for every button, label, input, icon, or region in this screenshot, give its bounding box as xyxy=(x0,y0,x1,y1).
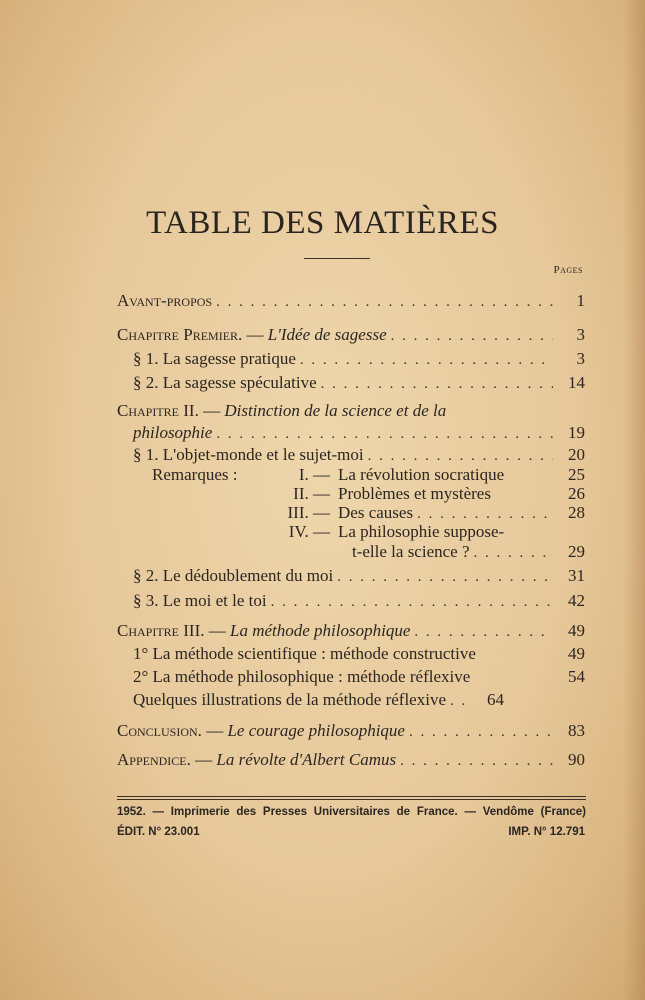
remarque-text-3: Des causes xyxy=(338,503,414,522)
entry-subtitle: Distinction de la science et de la xyxy=(224,401,447,420)
remarque-text-4: La philosophie suppose- xyxy=(338,522,505,541)
footer-edit-number: ÉDIT. N° 23.001 xyxy=(117,826,200,838)
toc-entry-appendice[interactable] xyxy=(117,749,585,771)
entry-page: 49 xyxy=(568,621,585,640)
entry-label: Chapitre III. xyxy=(117,621,205,640)
footer-rule-bottom xyxy=(117,799,586,800)
entry-subtitle: La méthode philosophique xyxy=(230,621,411,640)
entry-page: 1 xyxy=(576,291,585,310)
remarque-text-4-cont: t-elle la science ? xyxy=(352,542,470,561)
entry-subtitle: L'Idée de sagesse xyxy=(267,325,387,344)
entry-label: Appendice. xyxy=(117,750,191,769)
remarque-page-3: 28 xyxy=(568,503,585,522)
dot-leader xyxy=(216,291,553,313)
footer-rule-top xyxy=(117,796,586,797)
toc-entry-ch3-3[interactable] xyxy=(133,689,585,711)
toc-entry-ch1-s1[interactable] xyxy=(133,348,585,370)
entry-dash: — xyxy=(201,721,228,740)
remarque-4-cont[interactable] xyxy=(352,541,585,563)
entry-dash: — xyxy=(242,325,268,344)
remarque-text-1: La révolution socratique xyxy=(338,465,505,484)
toc-entry-ch2-s3[interactable] xyxy=(133,590,585,612)
page-edge-shadow xyxy=(623,0,645,1000)
page-title: TABLE DES MATIÈRES xyxy=(146,205,499,241)
dot-leader xyxy=(321,373,553,395)
entry-subtitle: Le courage philosophique xyxy=(227,721,405,740)
entry-page: 20 xyxy=(568,445,585,464)
entry-page: 83 xyxy=(568,721,585,740)
entry-page: 54 xyxy=(568,667,585,686)
toc-entry-ch2-s2[interactable] xyxy=(133,565,585,587)
toc-entry-ch2-s1[interactable] xyxy=(133,444,585,466)
remarque-num-1: I. — xyxy=(298,465,330,484)
entry-label: Avant-propos xyxy=(117,291,213,310)
entry-dash: — xyxy=(204,621,230,640)
dot-leader xyxy=(409,721,553,743)
remarque-page-1: 25 xyxy=(568,465,585,484)
toc-entry-chapitre-premier[interactable] xyxy=(117,324,585,346)
remarque-num-4: IV. — xyxy=(288,522,330,541)
toc-entry-conclusion[interactable] xyxy=(117,720,585,742)
remarque-page-4: 29 xyxy=(568,542,585,561)
entry-label: § 1. La sagesse pratique xyxy=(133,349,296,368)
entry-page: 90 xyxy=(568,750,585,769)
toc-entry-ch1-s2[interactable] xyxy=(133,372,585,394)
entry-subtitle-cont: philosophie xyxy=(133,423,213,442)
pages-column-label: Pages xyxy=(553,264,583,276)
toc-entry-chapitre-iii[interactable] xyxy=(117,620,585,642)
entry-page: 3 xyxy=(576,325,585,344)
entry-label: § 2. La sagesse spéculative xyxy=(133,373,317,392)
entry-page: 42 xyxy=(568,591,585,610)
toc-entry-chapitre-ii[interactable] xyxy=(133,422,585,444)
entry-label: § 3. Le moi et le toi xyxy=(133,591,267,610)
toc-entry-chapitre-ii-heading[interactable] xyxy=(117,400,446,422)
entry-label: Conclusion. xyxy=(117,721,202,740)
entry-dash: — xyxy=(190,750,217,769)
dot-leader xyxy=(337,566,553,588)
remarque-page-2: 26 xyxy=(568,484,585,503)
dot-leader xyxy=(391,325,553,347)
footer-imprint: 1952. — Imprimerie des Presses Universitaires de France. — Vendôme (France) xyxy=(117,806,586,818)
entry-label: Chapitre II. xyxy=(117,401,199,420)
entry-subtitle: La révolte d'Albert Camus xyxy=(216,750,397,769)
entry-label: Chapitre Premier. xyxy=(117,325,243,344)
dot-leader xyxy=(400,750,553,772)
dot-leader xyxy=(414,621,553,643)
entry-page: 14 xyxy=(568,373,585,392)
entry-label: 2° La méthode philosophique : méthode réflexive xyxy=(133,667,471,686)
remarque-text-2: Problèmes et mystères xyxy=(338,484,491,503)
dot-leader xyxy=(216,423,553,445)
entry-label: 1° La méthode scientifique : méthode constructive xyxy=(133,644,476,663)
title-rule xyxy=(304,258,370,259)
entry-page: 19 xyxy=(568,423,585,442)
footer-imp-number: IMP. N° 12.791 xyxy=(508,826,585,838)
entry-page: 31 xyxy=(568,566,585,585)
toc-entry-ch3-1[interactable] xyxy=(133,643,585,665)
entry-page: 3 xyxy=(576,349,585,368)
remarque-num-2: II. — xyxy=(293,484,330,503)
remarque-num-3: III. — xyxy=(287,503,330,522)
entry-page: 49 xyxy=(568,644,585,663)
entry-dash: — xyxy=(198,401,225,420)
entry-label: § 2. Le dédoublement du moi xyxy=(133,566,334,585)
entry-page: 64 xyxy=(487,690,504,709)
dot-leader xyxy=(474,542,553,564)
remarques-label: Remarques : xyxy=(152,465,238,484)
dot-leader xyxy=(450,690,472,712)
toc-entry-avant-propos[interactable] xyxy=(117,290,585,312)
entry-label: § 1. L'objet-monde et le sujet-moi xyxy=(133,445,364,464)
dot-leader xyxy=(300,349,553,371)
entry-label: Quelques illustrations de la méthode réflexive xyxy=(133,690,446,709)
toc-entry-ch3-2[interactable] xyxy=(133,666,585,688)
dot-leader xyxy=(271,591,553,613)
